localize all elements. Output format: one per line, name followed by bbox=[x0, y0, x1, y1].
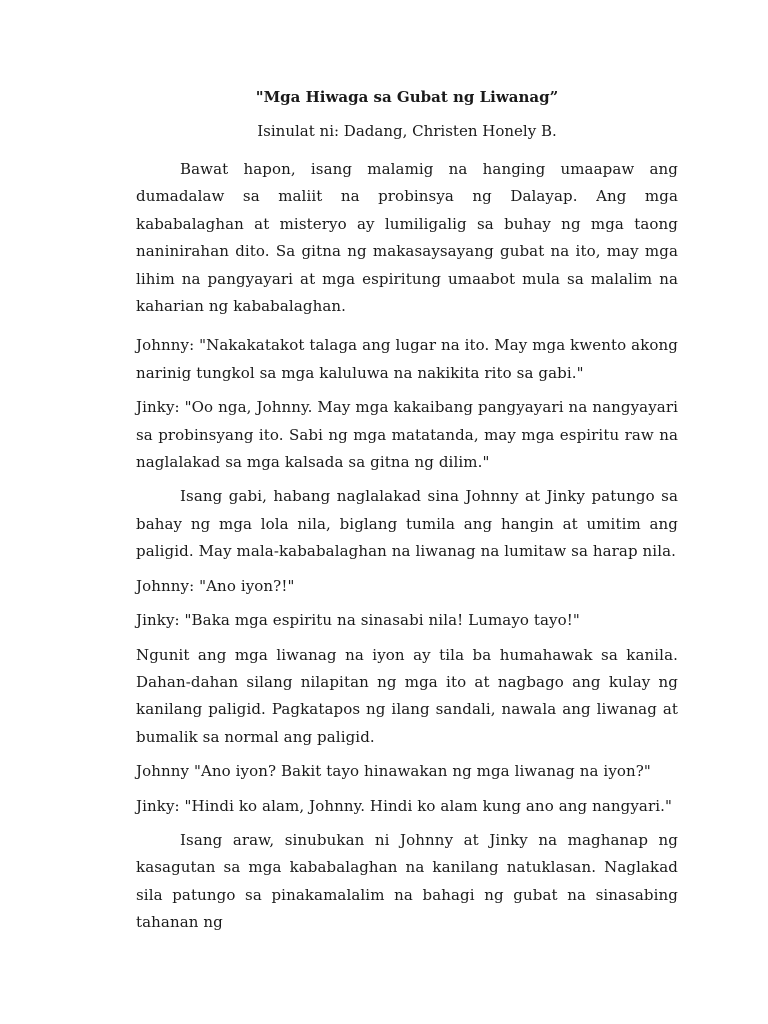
dialogue-jinky-2: Jinky: "Baka mga espiritu na sinasabi nila! Lumayo tayo!" bbox=[136, 611, 580, 630]
author-line: Isinulat ni: Dadang, Christen Honely B. bbox=[257, 122, 557, 140]
dialogue-jinky-3: Jinky: "Hindi ko alam, Johnny. Hindi ko alam kung ano ang nangyari." bbox=[136, 796, 672, 815]
document-page bbox=[136, 86, 678, 949]
paragraph-search: Isang araw, sinubukan ni Johnny at Jinky na maghanap ng kasagutan sa mga kababalaghan na kanilang natuklasan. Naglakad sila patungo sa pinakamalalim na bahagi ng gubat na sinasabing tahanan ng bbox=[136, 830, 678, 932]
dialogue-johnny-2: Johnny: "Ano iyon?!" bbox=[136, 576, 295, 595]
paragraph-lights: Ngunit ang mga liwanag na iyon ay tila ba humahawak sa kanila. Dahan-dahan silang nilapitan ng mga ito at nagbago ang kulay ng kanilang paligid. Pagkatapos ng ilang sandali, nawala ang liwanag at bumalik sa normal ang paligid. bbox=[136, 645, 678, 746]
paragraph-night-walk: Isang gabi, habang naglalakad sina Johnny at Jinky patungo sa bahay ng mga lola nila, biglang tumila ang hangin at umitim ang paligid. May mala-kababalaghan na liwanag na lumitaw sa harap nila. bbox=[136, 487, 678, 561]
dialogue-johnny-3: Johnny "Ano iyon? Bakit tayo hinawakan ng mga liwanag na iyon?" bbox=[136, 762, 651, 781]
document-body bbox=[136, 156, 678, 937]
dialogue-johnny-1: Johnny: "Nakakatakot talaga ang lugar na ito. May mga kwento akong narinig tungkol sa mga kaluluwa na nakikita rito sa gabi." bbox=[136, 336, 678, 382]
document-title: "Mga Hiwaga sa Gubat ng Liwanag” bbox=[255, 88, 559, 106]
paragraph-intro: Bawat hapon, isang malamig na hanging umaapaw ang dumadalaw sa maliit na probinsya ng Dalayap. Ang mga kababalaghan at misteryo ay lumiligalig sa buhay ng mga taong naninirahan dito. Sa gitna ng makasaysayang gubat na ito, may mga lihim na pangyayari at mga espiritung umaabot mula sa malalim na kaharian ng kababalaghan. bbox=[136, 160, 678, 316]
dialogue-jinky-1: Jinky: "Oo nga, Johnny. May mga kakaibang pangyayari na nangyayari sa probinsyang ito. Sabi ng mga matatanda, may mga espiritu raw na naglalakad sa mga kalsada sa gitna ng dilim." bbox=[136, 398, 678, 472]
